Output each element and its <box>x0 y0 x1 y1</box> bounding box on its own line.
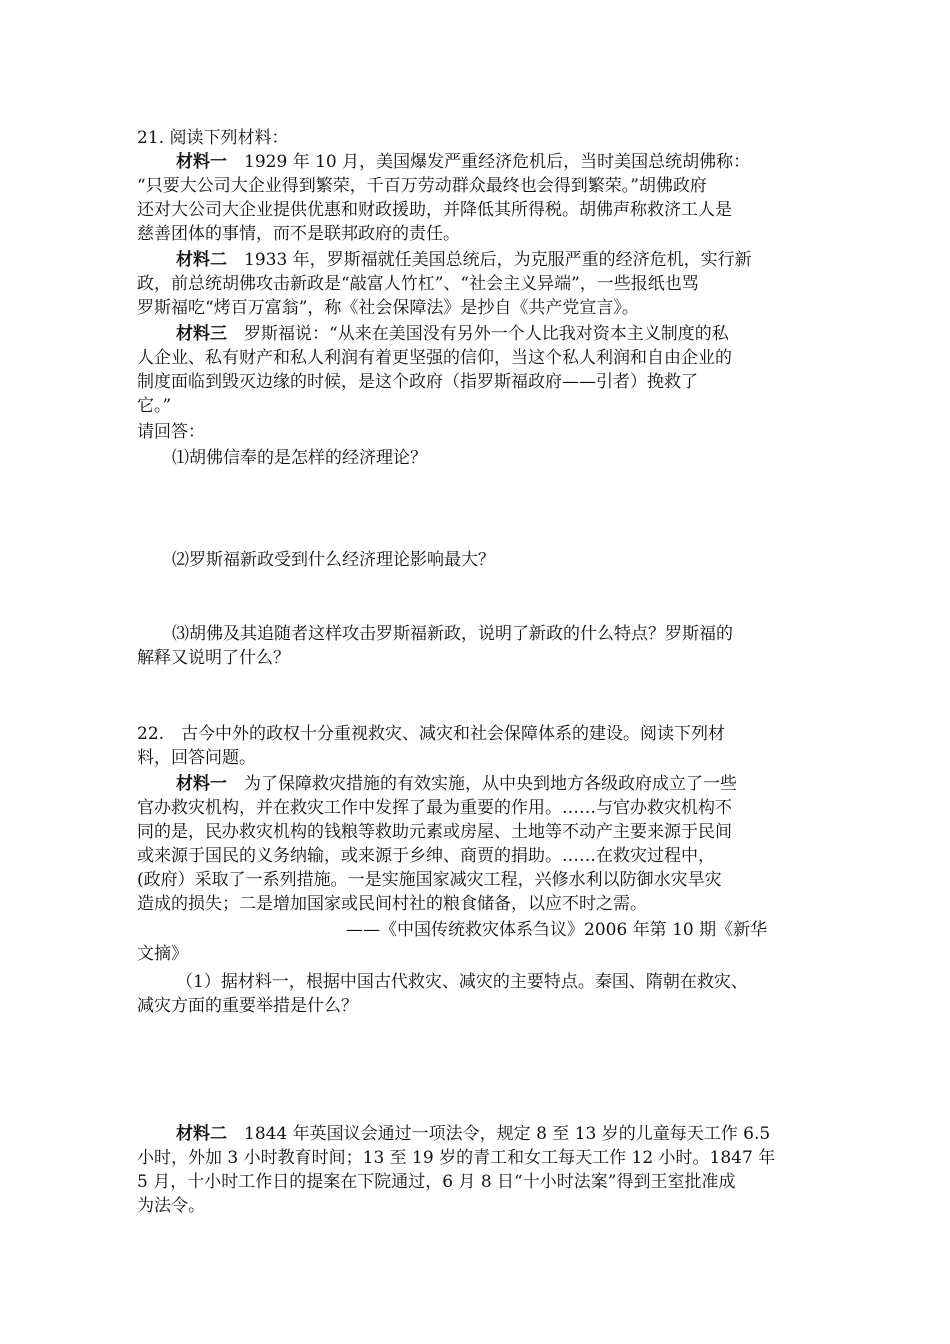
material-label: 材料二 <box>176 250 227 270</box>
q21-material-3-line-4: 它。” <box>137 396 172 416</box>
q22-intro-line-1: 22. 古今中外的政权十分重视救灾、减灾和社会保障体系的建设。阅读下列材 <box>137 724 726 744</box>
q21-heading: 21. 阅读下列材料： <box>137 128 289 148</box>
q21-material-3-line-3: 制度面临到毁灭边缘的时候，是这个政府（指罗斯福政府——引者）挽救了 <box>137 372 698 392</box>
q21-question-2: ⑵罗斯福新政受到什么经济理论影响最大？ <box>172 550 495 570</box>
material-label: 材料三 <box>176 324 227 344</box>
q22-material-2-line-4: 为法令。 <box>137 1196 205 1216</box>
q22-question-1-line-1: （1）据材料一，根据中国古代救灾、减灾的主要特点。秦国、隋朝在救灾、 <box>176 972 748 992</box>
q22-material-2-line-2: 小时，外加 3 小时教育时间；13 至 19 岁的青工和女工每天工作 12 小时。1847 年 <box>137 1148 776 1168</box>
q21-material-2-line-1: 材料二 1933 年，罗斯福就任美国总统后，为克服严重的经济危机，实行新 <box>176 250 752 270</box>
q22-material-1-line-6: 造成的损失；二是增加国家或民间村社的粮食储备，以应不时之需。 <box>137 894 647 914</box>
q21-material-1-line-4: 慈善团体的事情，而不是联邦政府的责任。 <box>137 224 460 244</box>
q21-material-2-line-2: 政，前总统胡佛攻击新政是“敲富人竹杠”、“社会主义异端”，一些报纸也骂 <box>137 274 699 294</box>
material-label: 材料一 <box>176 152 227 172</box>
material-label: 材料二 <box>176 1124 227 1144</box>
q22-material-2-line-1: 材料二 1844 年英国议会通过一项法令，规定 8 至 13 岁的儿童每天工作 6.5 <box>176 1124 771 1144</box>
q21-question-3-line-2: 解释又说明了什么？ <box>137 648 290 668</box>
q22-intro-line-2: 料，回答问题。 <box>137 748 256 768</box>
material-label: 材料一 <box>176 774 227 794</box>
q22-source-line-1: ——《中国传统救灾体系刍议》2006 年第 10 期《新华 <box>346 920 768 940</box>
q21-material-2-line-3: 罗斯福吃“烤百万富翁”，称《社会保障法》是抄自《共产党宣言》。 <box>137 298 639 318</box>
q22-material-1-line-3: 同的是，民办救灾机构的钱粮等救助元素或房屋、土地等不动产主要来源于民间 <box>137 822 732 842</box>
q22-material-1-line-4: 或来源于国民的义务纳输，或来源于乡绅、商贾的捐助。……在救灾过程中， <box>137 846 715 866</box>
q22-source-line-2: 文摘》 <box>137 944 188 964</box>
q21-question-1: ⑴胡佛信奉的是怎样的经济理论？ <box>172 448 427 468</box>
q21-material-1-line-2: “只要大公司大企业得到繁荣，千百万劳动群众最终也会得到繁荣。”胡佛政府 <box>137 176 707 196</box>
q22-material-1-line-5: (政府）采取了一系列措施。一是实施国家减灾工程，兴修水利以防御水灾旱灾 <box>137 870 722 890</box>
q22-question-1-line-2: 减灾方面的重要举措是什么？ <box>137 996 358 1016</box>
q21-material-3-line-1: 材料三 罗斯福说：“从来在美国没有另外一个人比我对资本主义制度的私 <box>176 324 729 344</box>
q22-material-1-line-2: 官办救灾机构，并在救灾工作中发挥了最为重要的作用。……与官办救灾机构不 <box>137 798 732 818</box>
q21-material-3-line-2: 人企业、私有财产和私人利润有着更坚强的信仰，当这个私人利润和自由企业的 <box>137 348 732 368</box>
q22-material-2-line-3: 5 月，十小时工作日的提案在下院通过，6 月 8 日“十小时法案”得到王室批准成 <box>137 1172 736 1192</box>
q21-prompt: 请回答： <box>137 422 205 442</box>
q21-material-1-line-3: 还对大公司大企业提供优惠和财政援助，并降低其所得税。胡佛声称救济工人是 <box>137 200 732 220</box>
q21-material-1-line-1: 材料一 1929 年 10 月，美国爆发严重经济危机后，当时美国总统胡佛称： <box>176 152 751 172</box>
q21-question-3-line-1: ⑶胡佛及其追随者这样攻击罗斯福新政，说明了新政的什么特点？罗斯福的 <box>172 624 733 644</box>
q22-material-1-line-1: 材料一 为了保障救灾措施的有效实施，从中央到地方各级政府成立了一些 <box>176 774 737 794</box>
